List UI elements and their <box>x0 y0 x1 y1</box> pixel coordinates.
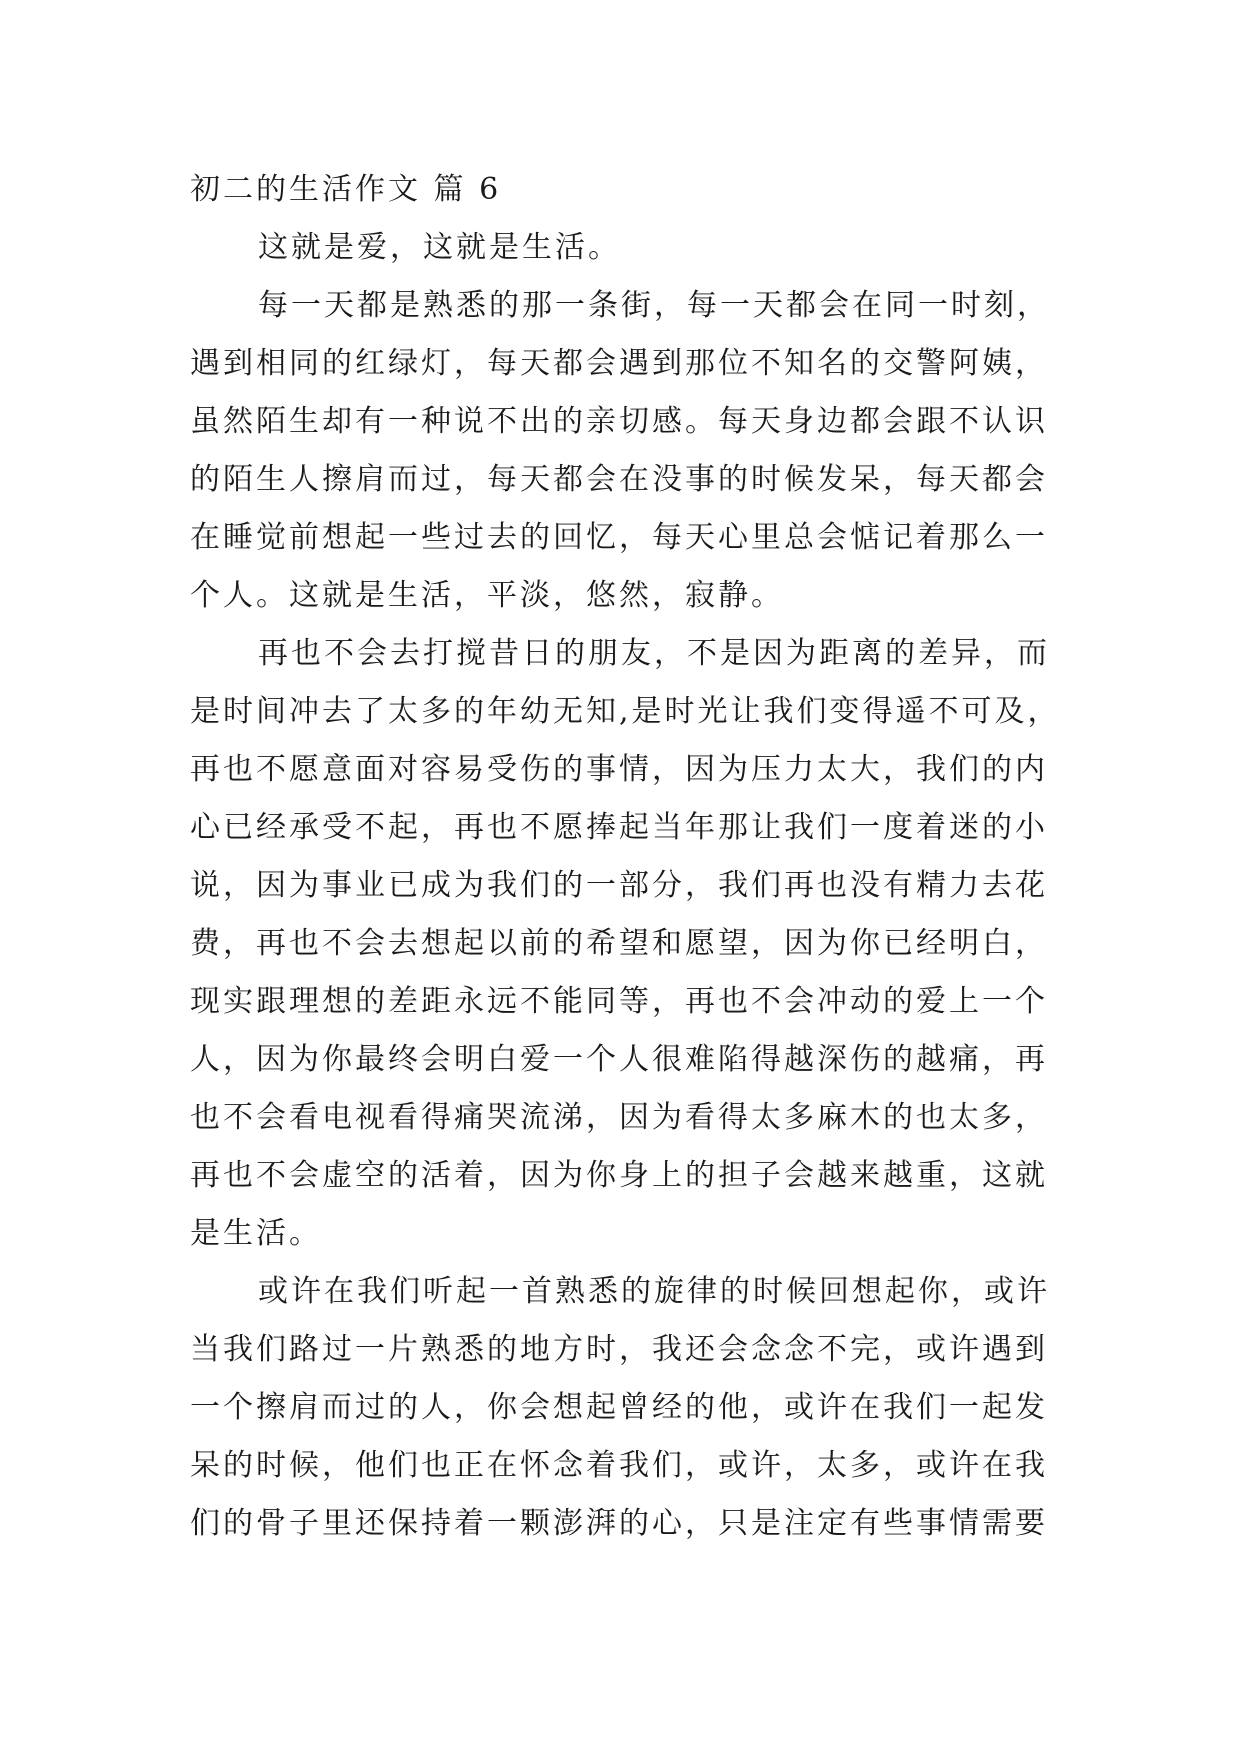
text-line: 再也不会去打搅昔日的朋友，不是因为距离的差异，而 <box>258 636 1050 671</box>
text-line: 也不会看电视看得痛哭流涕，因为看得太多麻木的也太多， <box>190 1100 1048 1135</box>
document-title: 初二的生活作文 篇 6 <box>190 172 502 207</box>
text-line: 当我们路过一片熟悉的地方时，我还会念念不完，或许遇到 <box>190 1332 1048 1367</box>
text-line: 说，因为事业已成为我们的一部分，我们再也没有精力去花 <box>190 868 1048 903</box>
text-line: 人，因为你最终会明白爱一个人很难陷得越深伤的越痛，再 <box>190 1042 1048 1077</box>
text-line: 呆的时候，他们也正在怀念着我们，或许，太多，或许在我 <box>190 1448 1048 1483</box>
text-line: 是生活。 <box>190 1216 322 1251</box>
text-line: 再也不愿意面对容易受伤的事情，因为压力太大，我们的内 <box>190 752 1048 787</box>
text-line: 一个擦肩而过的人，你会想起曾经的他，或许在我们一起发 <box>190 1390 1048 1425</box>
text-line: 是时间冲去了太多的年幼无知,是时光让我们变得遥不可及， <box>190 694 1061 729</box>
text-line: 心已经承受不起，再也不愿捧起当年那让我们一度着迷的小 <box>190 810 1048 845</box>
text-line: 个人。这就是生活，平淡，悠然，寂静。 <box>190 578 784 613</box>
text-line: 或许在我们听起一首熟悉的旋律的时候回想起你，或许 <box>258 1274 1050 1309</box>
text-line: 现实跟理想的差距永远不能同等，再也不会冲动的爱上一个 <box>190 984 1048 1019</box>
text-line: 的陌生人擦肩而过，每天都会在没事的时候发呆，每天都会 <box>190 462 1048 497</box>
text-line: 们的骨子里还保持着一颗澎湃的心，只是注定有些事情需要 <box>190 1506 1048 1541</box>
text-line: 这就是爱，这就是生活。 <box>258 230 621 265</box>
text-line: 再也不会虚空的活着，因为你身上的担子会越来越重，这就 <box>190 1158 1048 1193</box>
text-line: 费，再也不会去想起以前的希望和愿望，因为你已经明白， <box>190 926 1048 961</box>
text-line: 遇到相同的红绿灯，每天都会遇到那位不知名的交警阿姨， <box>190 346 1048 381</box>
text-line: 每一天都是熟悉的那一条街，每一天都会在同一时刻， <box>258 288 1050 323</box>
text-line: 在睡觉前想起一些过去的回忆，每天心里总会惦记着那么一 <box>190 520 1048 555</box>
text-line: 虽然陌生却有一种说不出的亲切感。每天身边都会跟不认识 <box>190 404 1048 439</box>
